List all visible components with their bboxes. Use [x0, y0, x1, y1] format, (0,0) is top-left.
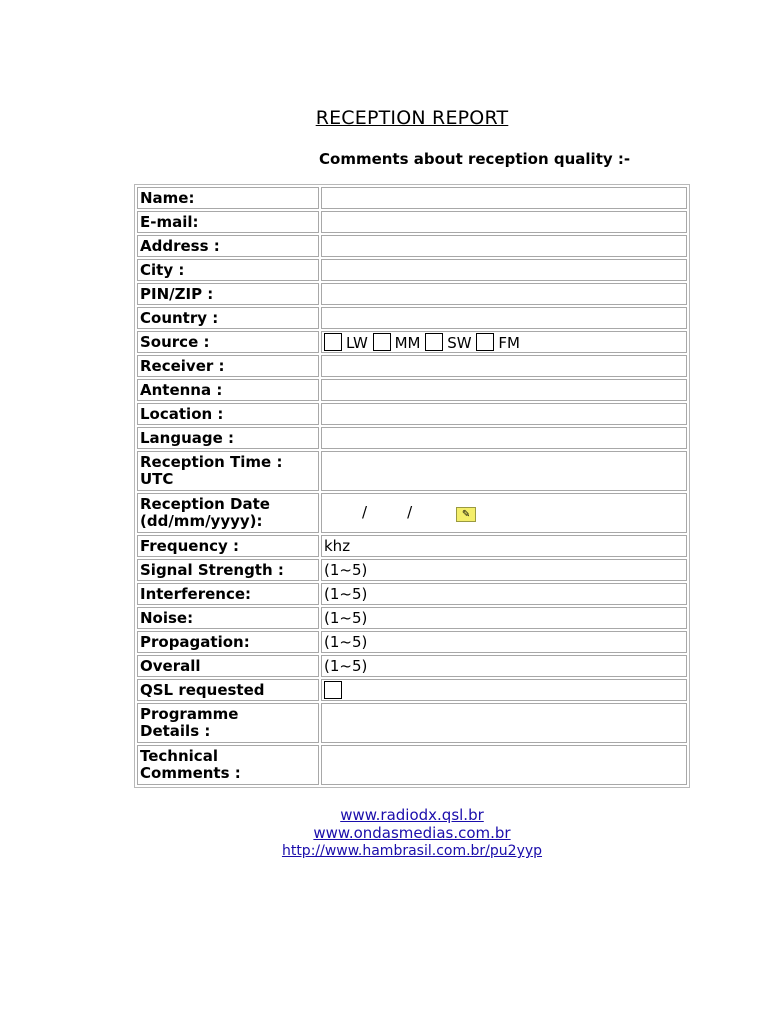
row-country [137, 307, 687, 329]
name-field[interactable] [321, 187, 687, 209]
row-signal-strength [137, 559, 687, 581]
overall-scale: (1~5) [324, 656, 368, 675]
qsl-requested-checkbox[interactable] [324, 681, 342, 699]
reception-time-label [137, 451, 319, 491]
programme-details-label [137, 703, 319, 743]
reception-time-label-line2: UTC [140, 470, 174, 488]
row-email [137, 211, 687, 233]
footer-links [0, 806, 768, 860]
frequency-field[interactable] [321, 535, 687, 557]
row-pinzip [137, 283, 687, 305]
technical-comments-label [137, 745, 319, 785]
row-propagation [137, 631, 687, 653]
row-location [137, 403, 687, 425]
row-city [137, 259, 687, 281]
email-label: E-mail: [137, 211, 319, 233]
programme-details-label-line2: Details : [140, 722, 211, 740]
row-qsl-requested [137, 679, 687, 701]
source-label: Source : [137, 331, 319, 353]
signal-strength-scale: (1~5) [324, 560, 368, 579]
name-label: Name: [137, 187, 319, 209]
noise-scale: (1~5) [324, 608, 368, 627]
row-technical-comments [137, 745, 687, 785]
interference-field[interactable] [321, 583, 687, 605]
source-sw-checkbox[interactable] [425, 333, 443, 351]
noise-label: Noise: [137, 607, 319, 629]
address-label: Address : [137, 235, 319, 257]
row-reception-date [137, 493, 687, 533]
location-label: Location : [137, 403, 319, 425]
reception-date-label-line2: (dd/mm/yyyy): [140, 512, 263, 530]
row-overall [137, 655, 687, 677]
technical-comments-label-line2: Comments : [140, 764, 241, 782]
link-radiodx[interactable]: www.radiodx.qsl.br [340, 806, 484, 824]
propagation-field[interactable] [321, 631, 687, 653]
row-language [137, 427, 687, 449]
page-title: RECEPTION REPORT [315, 107, 509, 129]
source-fm-checkbox[interactable] [476, 333, 494, 351]
technical-comments-field[interactable] [321, 745, 687, 785]
link-hambrasil[interactable]: http://www.hambrasil.com.br/pu2yyp [281, 843, 543, 859]
city-field[interactable] [321, 259, 687, 281]
programme-details-field[interactable] [321, 703, 687, 743]
qsl-requested-cell [321, 679, 687, 701]
source-options [321, 331, 687, 353]
interference-label: Interference: [137, 583, 319, 605]
row-receiver [137, 355, 687, 377]
source-sw-label: SW [447, 333, 472, 352]
source-mm-label: MM [394, 333, 421, 352]
country-field[interactable] [321, 307, 687, 329]
date-separator-2: / [407, 503, 413, 521]
source-mm-checkbox[interactable] [373, 333, 391, 351]
interference-scale: (1~5) [324, 584, 368, 603]
calendar-icon[interactable]: ✎ [456, 507, 476, 522]
source-fm-label: FM [498, 333, 520, 352]
source-lw-checkbox[interactable] [324, 333, 342, 351]
antenna-label: Antenna : [137, 379, 319, 401]
row-name [137, 187, 687, 209]
email-field[interactable] [321, 211, 687, 233]
row-programme-details [137, 703, 687, 743]
propagation-label: Propagation: [137, 631, 319, 653]
row-source [137, 331, 687, 353]
reception-time-field[interactable] [321, 451, 687, 491]
noise-field[interactable] [321, 607, 687, 629]
pinzip-field[interactable] [321, 283, 687, 305]
receiver-label: Receiver : [137, 355, 319, 377]
language-field[interactable] [321, 427, 687, 449]
row-noise [137, 607, 687, 629]
frequency-unit: khz [324, 536, 351, 555]
country-label: Country : [137, 307, 319, 329]
qsl-requested-label: QSL requested [137, 679, 319, 701]
source-lw-label: LW [346, 333, 368, 352]
location-field[interactable] [321, 403, 687, 425]
language-label: Language : [137, 427, 319, 449]
receiver-field[interactable] [321, 355, 687, 377]
propagation-scale: (1~5) [324, 632, 368, 651]
frequency-label: Frequency : [137, 535, 319, 557]
row-antenna [137, 379, 687, 401]
programme-details-label-line1: Programme [140, 705, 239, 723]
address-field[interactable] [321, 235, 687, 257]
reception-date-label [137, 493, 319, 533]
subtitle: Comments about reception quality :- [319, 150, 631, 168]
signal-strength-label: Signal Strength : [137, 559, 319, 581]
overall-field[interactable] [321, 655, 687, 677]
antenna-field[interactable] [321, 379, 687, 401]
pinzip-label: PIN/ZIP : [137, 283, 319, 305]
overall-label: Overall [137, 655, 319, 677]
reception-date-field[interactable] [321, 493, 687, 533]
row-reception-time [137, 451, 687, 491]
reception-time-label-line1: Reception Time : [140, 453, 283, 471]
signal-strength-field[interactable] [321, 559, 687, 581]
row-frequency [137, 535, 687, 557]
reception-form-table [134, 184, 690, 788]
city-label: City : [137, 259, 319, 281]
reception-date-label-line1: Reception Date [140, 495, 270, 513]
date-separator-1: / [362, 503, 368, 521]
row-address [137, 235, 687, 257]
link-ondasmedias[interactable]: www.ondasmedias.com.br [313, 824, 511, 842]
row-interference [137, 583, 687, 605]
technical-comments-label-line1: Technical [140, 747, 218, 765]
